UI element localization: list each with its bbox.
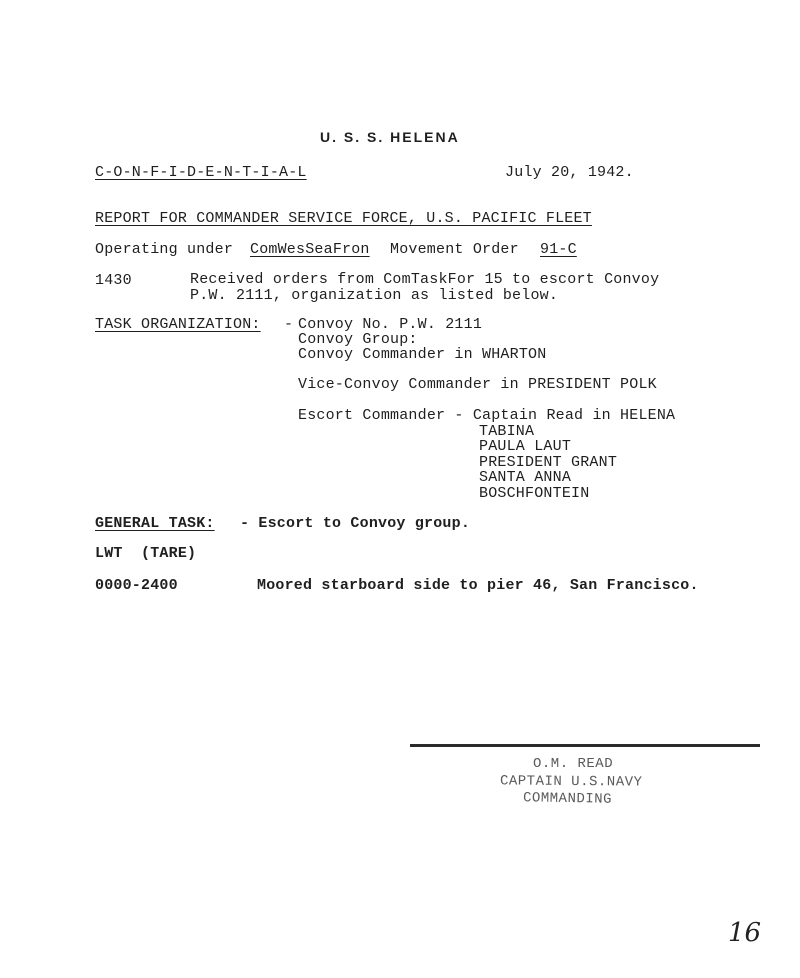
- escort-commander: Escort Commander - Captain Read in HELENA: [298, 407, 676, 424]
- general-task-label: GENERAL TASK:: [95, 515, 215, 532]
- signature-role: COMMANDING: [522, 790, 613, 808]
- task-organization-dash: -: [284, 316, 294, 333]
- operating-authority: ComWesSeaFron: [250, 241, 370, 258]
- convoy-commander: Convoy Commander in WHARTON: [298, 346, 547, 363]
- task-organization-label: TASK ORGANIZATION:: [95, 316, 261, 333]
- report-title: REPORT FOR COMMANDER SERVICE FORCE, U.S. PACIFIC FLEET: [95, 210, 592, 227]
- entry-time: 0000-2400: [95, 577, 178, 594]
- escort-ship: BOSCHFONTEIN: [479, 485, 590, 502]
- vice-convoy-commander: Vice-Convoy Commander in PRESIDENT POLK: [298, 376, 657, 393]
- convoy-group: Convoy Group:: [298, 331, 418, 348]
- escort-ship: TABINA: [479, 423, 535, 440]
- movement-label: Movement Order: [390, 241, 519, 258]
- escort-ship: PAULA LAUT: [479, 438, 572, 455]
- convoy-number: Convoy No. P.W. 2111: [298, 316, 483, 333]
- entry-text-line: Received orders from ComTaskFor 15 to escort Convoy: [190, 271, 660, 288]
- page-number: 16: [728, 918, 762, 948]
- operating-prefix: Operating under: [95, 241, 234, 258]
- ship-name: U. S. S. HELENA: [320, 129, 460, 145]
- escort-ship: SANTA ANNA: [479, 469, 572, 486]
- entry-time: 1430: [95, 272, 132, 289]
- signature-line: [410, 744, 760, 747]
- classification: C-O-N-F-I-D-E-N-T-I-A-L: [95, 164, 307, 181]
- general-task-text: - Escort to Convoy group.: [240, 515, 471, 532]
- time-zone: LWT (TARE): [95, 545, 197, 562]
- report-date: July 20, 1942.: [505, 164, 634, 181]
- movement-order: 91-C: [540, 241, 577, 258]
- entry-text-line: P.W. 2111, organization as listed below.: [190, 287, 559, 304]
- escort-ship: PRESIDENT GRANT: [479, 454, 618, 471]
- signature-rank: CAPTAIN U.S.NAVY: [499, 773, 643, 791]
- signature-name: O.M. READ: [533, 756, 614, 772]
- entry-text: Moored starboard side to pier 46, San Francisco.: [257, 577, 699, 594]
